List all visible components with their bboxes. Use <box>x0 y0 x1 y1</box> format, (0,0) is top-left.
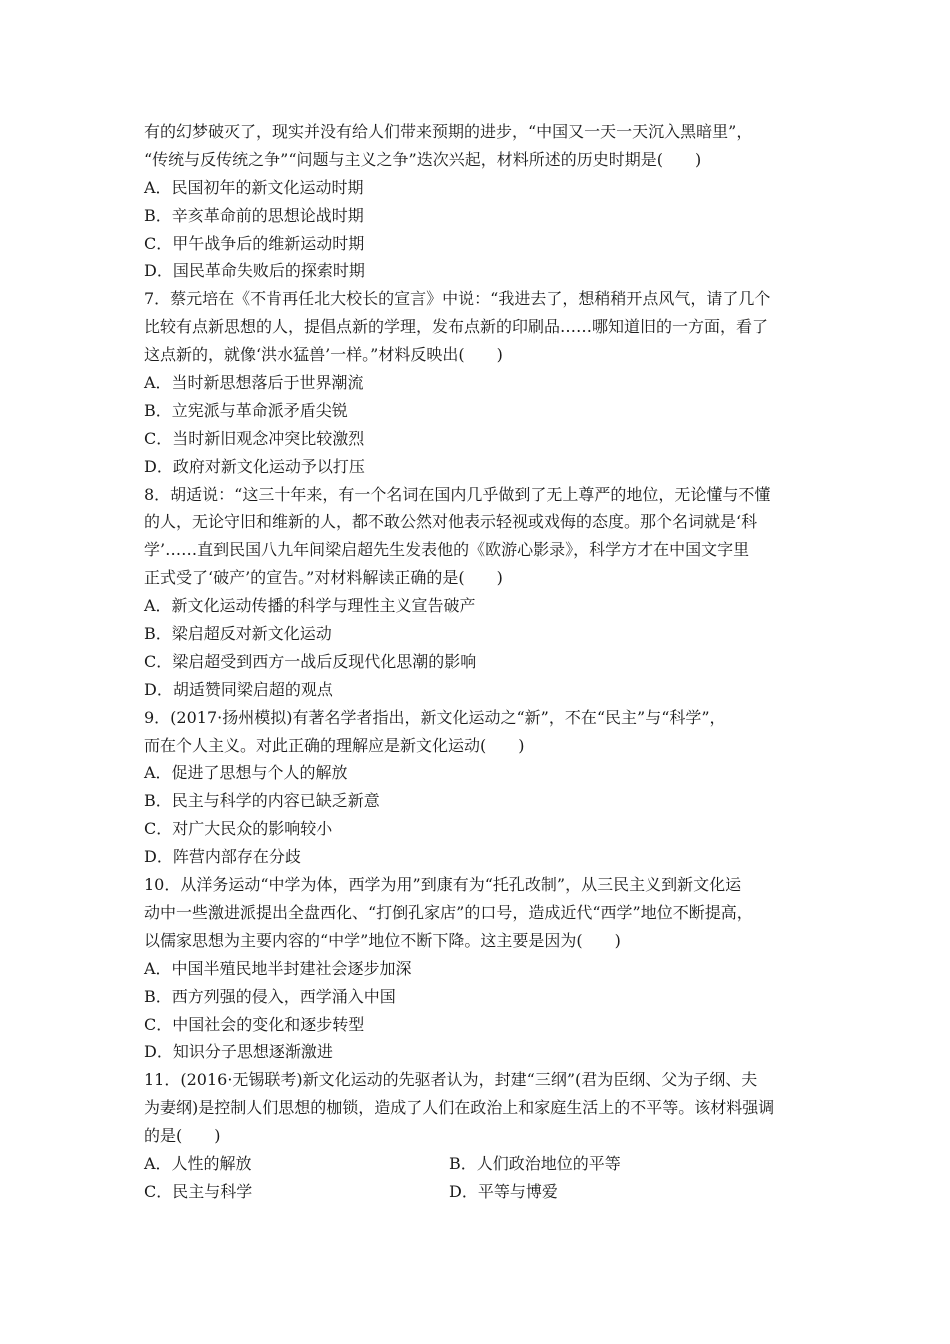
question-text-line: 正式受了‘破产’的宣告。”对材料解读正确的是( ) <box>144 568 503 588</box>
option-b: B．人们政治地位的平等 <box>449 1153 621 1173</box>
option-d: D．平等与博爱 <box>449 1181 558 1201</box>
option-d: D．知识分子思想逐渐激进 <box>144 1042 333 1062</box>
question-6-continued <box>144 118 804 285</box>
question-text-line: 的人，无论守旧和维新的人，都不敢公然对他表示轻视或戏侮的态度。那个名词就是‘科 <box>144 512 758 532</box>
option-d: D．胡适赞同梁启超的观点 <box>144 679 333 699</box>
question-11 <box>144 1066 804 1205</box>
question-text-line: 有的幻梦破灭了，现实并没有给人们带来预期的进步，“中国又一天一天沉入黑暗里”， <box>144 122 753 141</box>
option-b: B．立宪派与革命派矛盾尖锐 <box>144 400 348 420</box>
question-text-line: 这点新的，就像‘洪水猛兽’一样。”材料反映出( ) <box>144 345 503 365</box>
question-text-line: 11．(2016·无锡联考)新文化运动的先驱者认为，封建“三纲”(君为臣纲、父为子纲、夫 <box>144 1070 758 1090</box>
question-text-line: 10．从洋务运动“中学为体，西学为用”到康有为“托孔改制”，从三民主义到新文化运 <box>144 875 742 895</box>
question-text-line: 动中一些激进派提出全盘西化、“打倒孔家店”的口号，造成近代“西学”地位不断提高， <box>144 902 753 922</box>
option-row <box>144 1150 804 1178</box>
option-d: D．阵营内部存在分歧 <box>144 847 301 867</box>
option-c: C．甲午战争后的维新运动时期 <box>144 233 365 253</box>
option-a: A．当时新思想落后于世界潮流 <box>144 373 364 393</box>
question-text-line: “传统与反传统之争”“问题与主义之争”迭次兴起，材料所述的历史时期是( ) <box>144 149 702 169</box>
option-a: A．民国初年的新文化运动时期 <box>144 177 364 197</box>
option-a: A．中国半殖民地半封建社会逐步加深 <box>144 958 412 978</box>
question-10 <box>144 871 804 1066</box>
option-a: A．促进了思想与个人的解放 <box>144 763 348 783</box>
question-text-line: 比较有点新思想的人，提倡点新的学理，发布点新的印刷品……哪知道旧的一方面，看了 <box>144 317 769 337</box>
option-d: D．政府对新文化运动予以打压 <box>144 456 365 476</box>
question-8 <box>144 481 804 704</box>
question-text-line: 学’……直到民国八九年间梁启超先生发表他的《欧游心影录》，科学方才在中国文字里 <box>144 540 750 560</box>
option-c: C．对广大民众的影响较小 <box>144 819 333 839</box>
question-text-line: 7．蔡元培在《不肯再任北大校长的宣言》中说：“我进去了，想稍稍开点风气，请了几个 <box>144 289 771 309</box>
option-c: C．中国社会的变化和逐步转型 <box>144 1014 365 1034</box>
option-a: A．新文化运动传播的科学与理性主义宣告破产 <box>144 596 476 616</box>
option-d: D．国民革命失败后的探索时期 <box>144 261 365 281</box>
option-b: B．民主与科学的内容已缺乏新意 <box>144 791 380 811</box>
option-b: B．辛亥革命前的思想论战时期 <box>144 205 364 225</box>
question-text-line: 8．胡适说：“这三十年来，有一个名词在国内几乎做到了无上尊严的地位，无论懂与不懂 <box>144 484 771 504</box>
question-text-line: 而在个人主义。对此正确的理解应是新文化运动( ) <box>144 735 525 755</box>
question-text-line: 9．(2017·扬州模拟)有著名学者指出，新文化运动之“新”，不在“民主”与“科学”， <box>144 707 726 727</box>
option-a: A．人性的解放 <box>144 1153 252 1173</box>
question-9 <box>144 704 804 871</box>
option-b: B．梁启超反对新文化运动 <box>144 624 332 644</box>
option-c: C．梁启超受到西方一战后反现代化思潮的影响 <box>144 651 477 671</box>
question-text-line: 的是( ) <box>144 1126 221 1146</box>
option-c: C．当时新旧观念冲突比较激烈 <box>144 428 365 448</box>
option-c: C．民主与科学 <box>144 1181 253 1201</box>
question-list <box>144 118 804 1206</box>
question-7 <box>144 285 804 480</box>
option-b: B．西方列强的侵入，西学涌入中国 <box>144 986 396 1006</box>
option-row <box>144 1178 804 1206</box>
question-text-line: 为妻纲)是控制人们思想的枷锁，造成了人们在政治上和家庭生活上的不平等。该材料强调 <box>144 1098 775 1118</box>
question-text-line: 以儒家思想为主要内容的“中学”地位不断下降。这主要是因为( ) <box>144 930 621 950</box>
